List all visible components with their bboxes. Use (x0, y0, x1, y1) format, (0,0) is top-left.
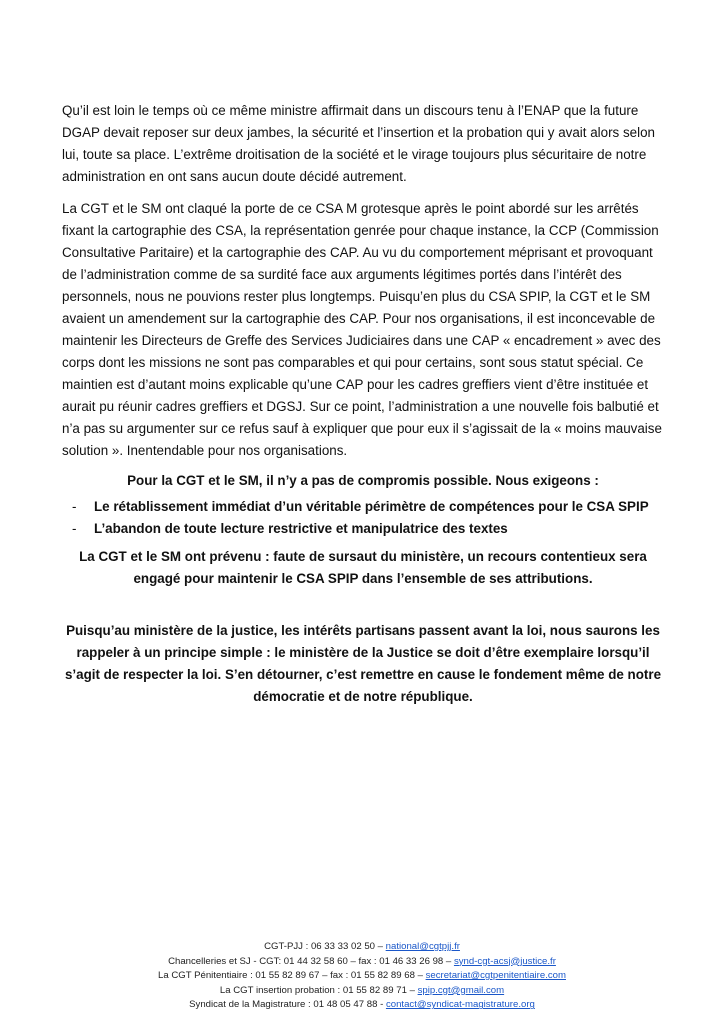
warning-paragraph: La CGT et le SM ont prévenu : faute de sursaut du ministère, un recours contentieux sera engagé pour maintenir le CSA SPIP dans l’ensemble de ses attributions. (79, 549, 647, 586)
footer-line-penitentiaire: La CGT Pénitentiaire : 01 55 82 89 67 – fax : 01 55 82 89 68 – secretariat@cgtpenitentiaire.com (158, 970, 566, 982)
paragraph-walkout-text: La CGT et le SM ont claqué la porte de ce CSA M grotesque après le point abordé sur les arrêtés fixant la cartographie des CSA, la représentation genrée pour chaque instance, la CCP (Commission Consultative Paritaire) et la cartographie des CAP. Au vu du comportement méprisant et provoquant de l’administration comme de sa surdité face aux arguments légitimes portés dans l’intérêt des personnels, nous ne pouvions rester plus longtemps. Puisqu’en plus du CSA SPIP, la CGT et le SM avaient un amendement sur la cartographie des CAP. Pour nos organisations, il est inconcevable de maintenir les Directeurs de Greffe des Services Judiciaires dans une CAP « encadrement » avec des corps dont les missions ne sont pas comparables et qui pour certains, sont sous statut spécial. Ce maintien est d’autant moins explicable qu’une CAP pour les cadres greffiers vient d’être instituée et aurait pu réunir cadres greffiers et DGSJ. Sur ce point, l’administration a une nouvelle fois balbutié et n’a pas su argumenter sur ce refus sauf à expliquer que pour eux il s’agissait de la « moins mauvaise solution ». Inentendable pour nos organisations. (62, 201, 662, 458)
dash-bullet: - (72, 499, 77, 514)
paragraph-walkout (62, 198, 664, 462)
dash-bullet: - (72, 521, 77, 536)
footer-line-magistrature: Syndicat de la Magistrature : 01 48 05 47 88 - contact@syndicat-magistrature.org (189, 999, 535, 1011)
footer-email-link[interactable]: secretariat@cgtpenitentiaire.com (425, 970, 566, 982)
demands-list (62, 496, 664, 540)
footer-line-cgt-pjj: CGT-PJJ : 06 33 33 02 50 – national@cgtpjj.fr (264, 941, 460, 952)
footer-email-link[interactable]: synd-cgt-acsj@justice.fr (453, 955, 556, 967)
demand-item: - Le rétablissement immédiat d’un véritable périmètre de compétences pour le CSA SPIP (62, 496, 664, 518)
footer-email-link[interactable]: spip.cgt@gmail.com (417, 984, 505, 996)
document-body (62, 100, 664, 708)
demand-intro: Pour la CGT et le SM, il n’y a pas de compromis possible. Nous exigeons : (127, 473, 599, 488)
footer-email-link[interactable]: contact@syndicat-magistrature.org (385, 999, 535, 1011)
demand-item: - L’abandon de toute lecture restrictive et manipulatrice des textes (62, 518, 664, 540)
footer-line-insertion-probation: La CGT insertion probation : 01 55 82 89 71 – spip.cgt@gmail.com (219, 984, 505, 996)
contact-footer (0, 940, 724, 1013)
paragraph-intro-text: Qu’il est loin le temps où ce même ministre affirmait dans un discours tenu à l’ENAP que la future DGAP devait reposer sur deux jambes, la sécurité et l’insertion et la probation qui y avait alors selon lui, toute sa place. L’extrême droitisation de la société et le virage toujours plus sécuritaire de notre administration en ont sans aucun doute décidé autrement. (62, 103, 655, 184)
paragraph-intro (62, 100, 664, 188)
conclusion-paragraph: Puisqu’au ministère de la justice, les intérêts partisans passent avant la loi, nous saurons les rappeler à un principe simple : le ministère de la Justice se doit d’être exemplaire lorsqu’il s’agit de respecter la loi. S’en détourner, c’est remettre en cause le fondement même de notre démocratie et de notre république. (64, 623, 662, 704)
footer-line-chancelleries: Chancelleries et SJ - CGT: 01 44 32 58 60 – fax : 01 46 33 26 98 – synd-cgt-acsj@justice.fr (168, 955, 556, 967)
footer-email-link[interactable]: national@cgtpjj.fr (385, 941, 460, 952)
